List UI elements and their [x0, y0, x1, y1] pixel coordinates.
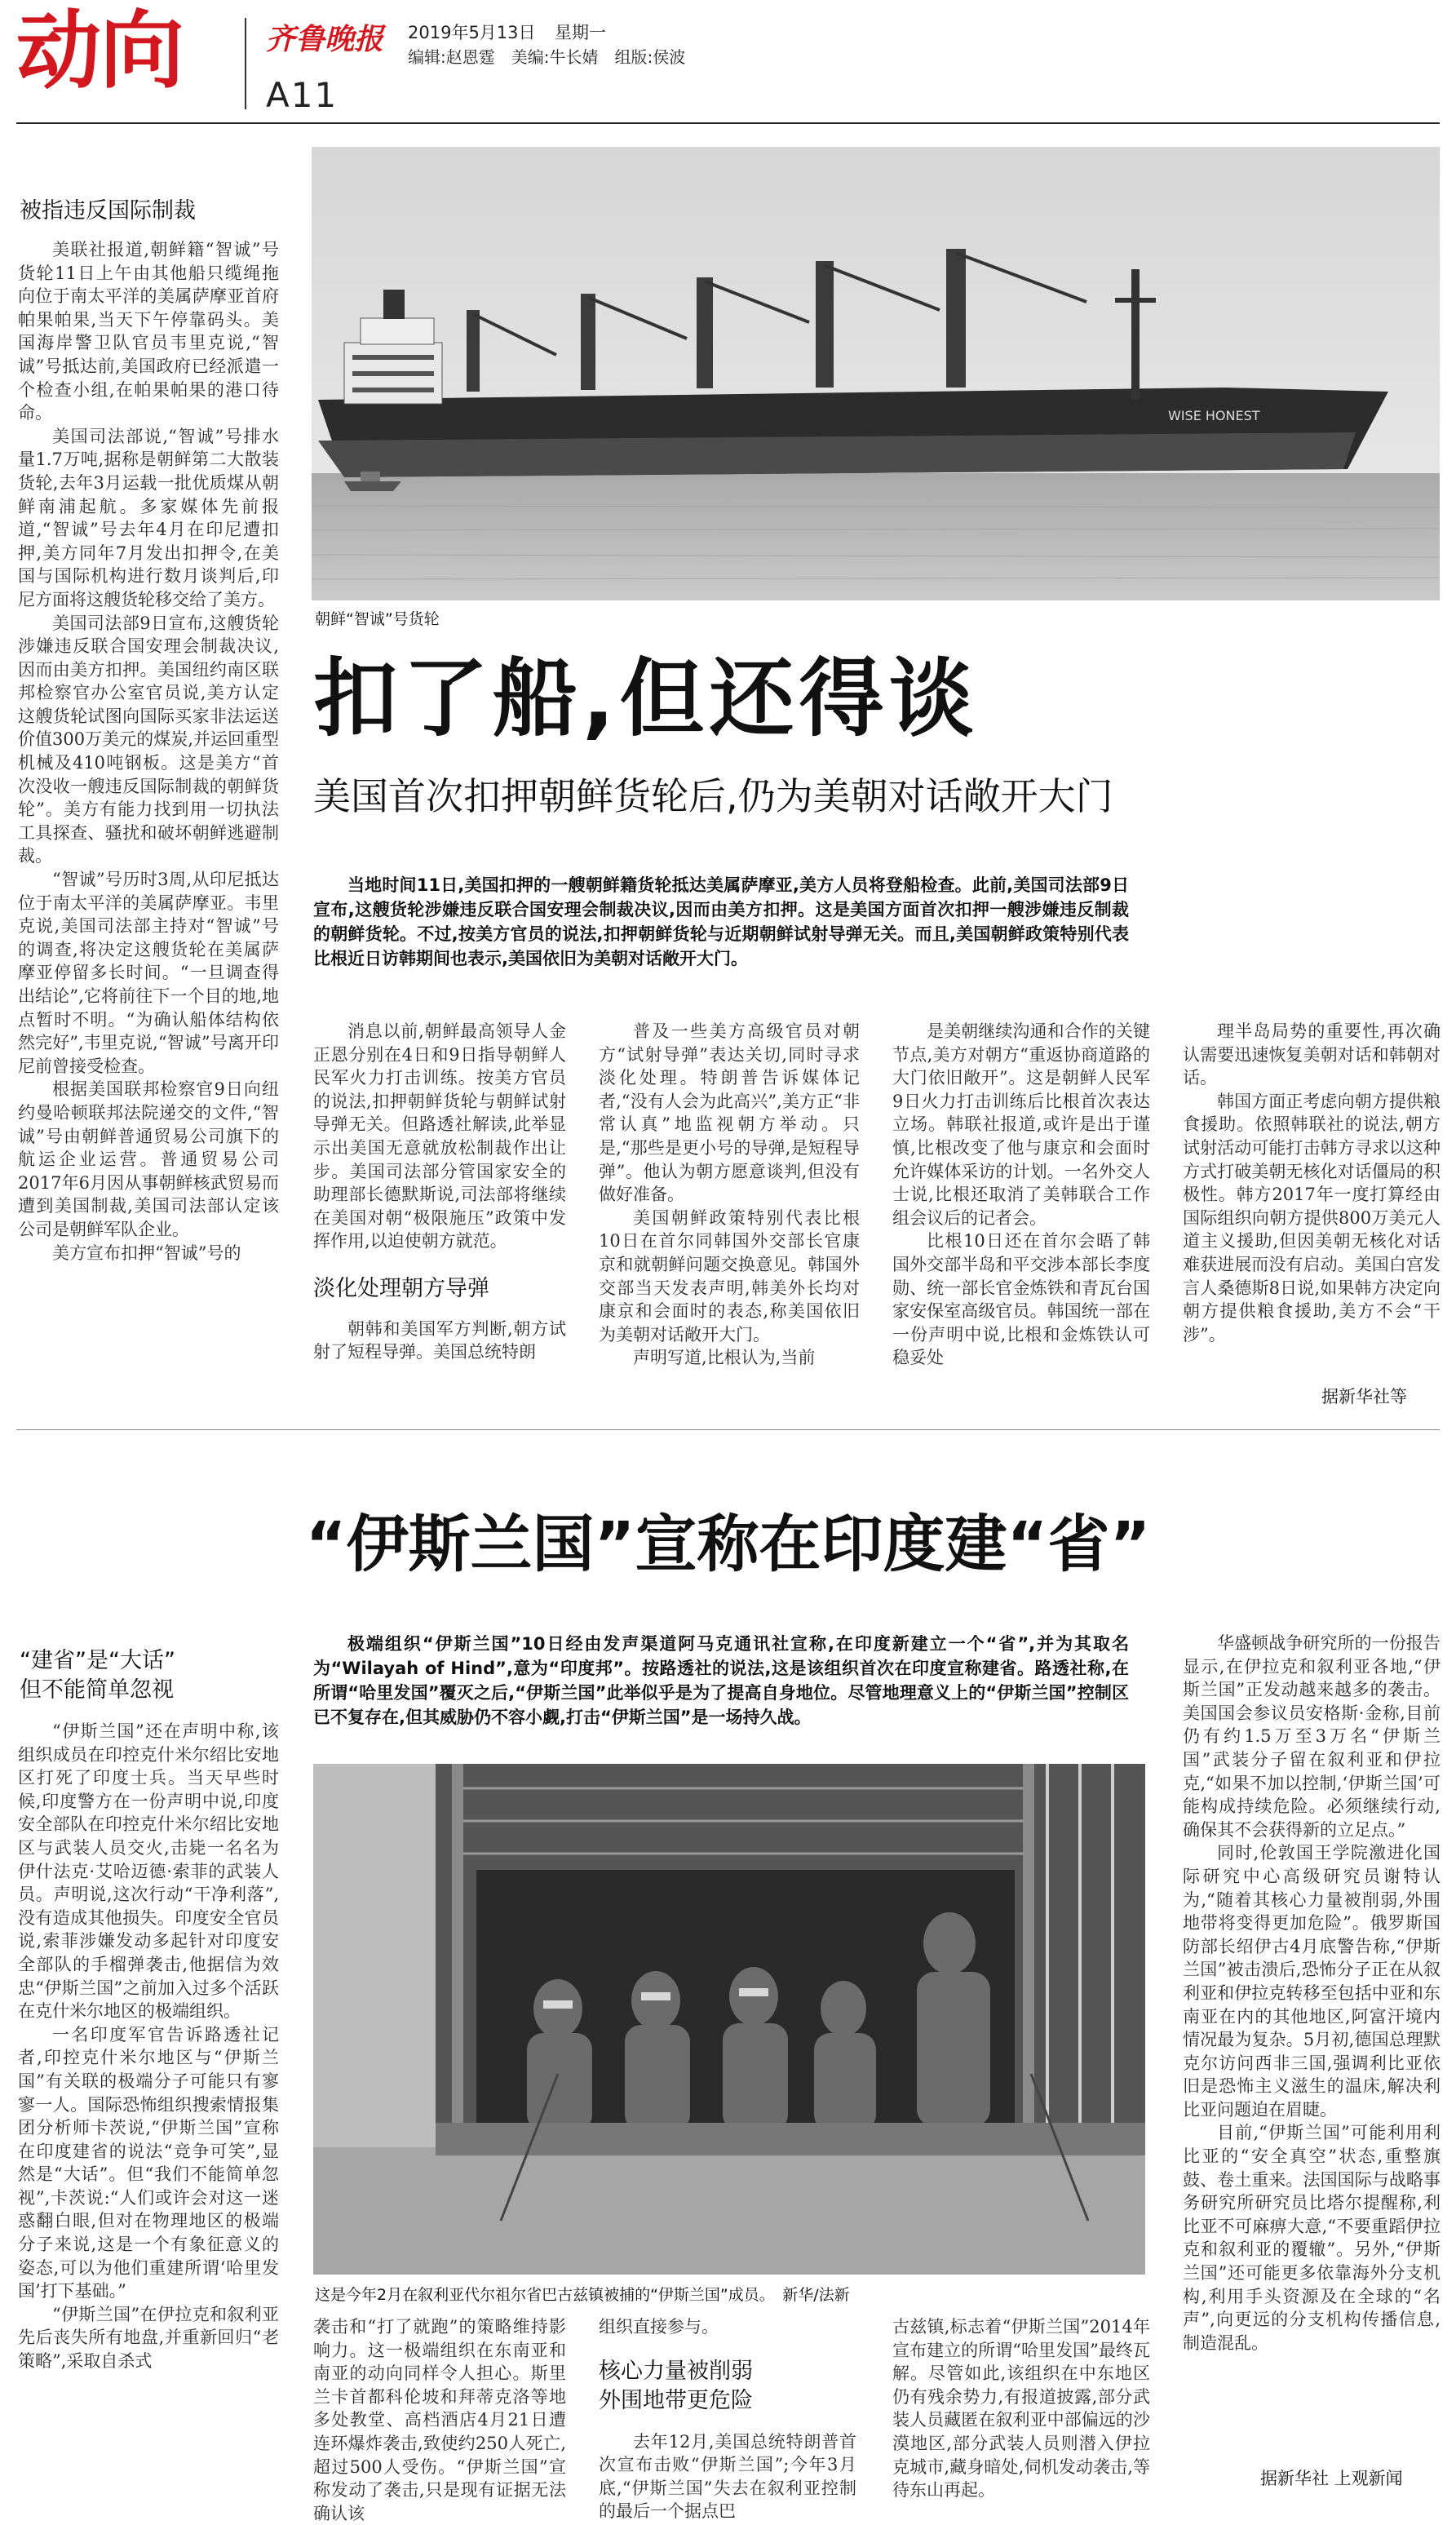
truck-photo-caption: 这是今年2月在叙利亚代尔祖尔省巴古兹镇被捕的“伊斯兰国”成员。 新华/法新	[315, 2286, 850, 2304]
story2-col1-para: 一名印度军官告诉路透社记者,印控克什米尔地区与“伊斯兰国”有关联的极端分子可能只有寥寥一人。国际恐怖组织搜索情报集团分析师卡茨说,“伊斯兰国”宣称在印度建省的说法“竞争可笑”,显然是“大话”。但“我们不能简单忽视”,卡茨说:“人们或许会对这一迷惑翻白眼,但对在物理地区的极端分子来说,这是一个有象征意义的姿态,可以为他们重建所谓‘哈里发国’打下基础。”	[18, 2024, 279, 2301]
story2-bottom-col3	[892, 2315, 1150, 2501]
truck-illustration	[313, 1764, 1145, 2275]
story2-right-col-para: 同时,伦敦国王学院激进化国际研究中心高级研究员谢特认为,“随着其核心力量被削弱,外围地带将变得更加危险”。俄罗斯国防部长绍伊古4月底警告称,“伊斯兰国”被击溃后,恐怖分子正在从叙利亚和伊拉克转移至包括中亚和东南亚在内的其他地区,阿富汗境内情况最为复杂。5月初,德国总理默克尔访问西非三国,强调利比亚依旧是恐怖主义滋生的温床,解决利比亚问题迫在眉睫。	[1183, 1843, 1441, 2120]
story2-bottom-col2-subhead	[599, 2357, 856, 2416]
story2-lead-text: 极端组织“伊斯兰国”10日经由发声渠道阿马克通讯社宣称,在印度新建立一个“省”,并为其取名为“Wilayah of Hind”,意为“印度邦”。按路透社的说法,这是该组织首次在印度宣称建省。路透社称,在所谓“哈里发国”覆灭之后,“伊斯兰国”此举似乎是为了提高自身地位。尽管地理意义上的“伊斯兰国”控制区已不复存在,但其威胁仍不容小觑,打击“伊斯兰国”是一场持久战。	[313, 1634, 1129, 1727]
story1-col1-para: 美联社报道,朝鲜籍“智诚”号货轮11日上午由其他船只缆绳拖向位于南太平洋的美属萨摩亚首府帕果帕果,当天下午停靠码头。美国海岸警卫队官员韦里克说,“智诚”号抵达前,美国政府已经派遣一个检查小组,在帕果帕果的港口待命。	[18, 240, 279, 423]
story2-col1	[18, 1720, 279, 2487]
truck-photo	[313, 1764, 1145, 2275]
story1-lead	[313, 873, 1129, 971]
masthead-weekday: 星期一	[555, 23, 606, 42]
section-title: 动向	[16, 1, 184, 100]
ship-photo	[312, 147, 1440, 600]
story2-bottom-col3-para: 古兹镇,标志着“伊斯兰国”2014年宣布建立的所谓“哈里发国”最终瓦解。尽管如此,该组织在中东地区仍有残余势力,有报道披露,部分武装人员藏匿在叙利亚中部偏远的沙漠地区,部分武装人员则潜入伊拉克城市,藏身暗处,伺机发动袭击,等待东山再起。	[892, 2317, 1150, 2501]
story1-col2	[313, 1020, 566, 1411]
story1-col1-para: “智诚”号历时3周,从印尼抵达位于南太平洋的美属萨摩亚。韦里克说,美国司法部主持对“智诚”号的调查,将决定这艘货轮在美属萨摩亚停留多长时间。“一旦调查得出结论”,它将前往下一个目的地,地点暂时不明。“为确认船体结构依然完好”,韦里克说,“智诚”号离开印尼前曾接受检查。	[18, 870, 279, 1076]
story2-bottom-col1-para: 袭击和“打了就跑”的策略维持影响力。这一极端组织在东南亚和南亚的动向同样令人担心。斯里兰卡首都科伦坡和拜蒂克洛等地多处教堂、高档酒店4月21日遭连环爆炸袭击,致使约250人死亡,超过500人受伤。“伊斯兰国”宣称发动了袭击,只是现有证据无法确认该	[313, 2317, 566, 2523]
story1-col2-subhead: 淡化处理朝方导弹	[313, 1275, 489, 1301]
story1-lead-text: 当地时间11日,美国扣押的一艘朝鲜籍货轮抵达美属萨摩亚,美方人员将登船检查。此前,美国司法部9日宣布,这艘货轮涉嫌违反联合国安理会制裁决议,因而由美方扣押。这是美国方面首次扣押一艘涉嫌违反制裁的朝鲜货轮。不过,按美方官员的说法,扣押朝鲜货轮与近期朝鲜试射导弹无关。而且,美国朝鲜政策特别代表比根近日访韩期间也表示,美国依旧为美朝对话敞开大门。	[313, 875, 1129, 968]
story1-side-heading: 被指违反国际制裁	[20, 198, 196, 224]
masthead-date: 2019年5月13日	[408, 23, 536, 42]
masthead-staff: 编辑:赵恩霆 美编:牛长婧 组版:侯波	[408, 47, 686, 67]
story2-bottom-col2	[599, 2315, 856, 2522]
story1-col1-para: 美国司法部说,“智诚”号排水量1.7万吨,据称是朝鲜第二大散装货轮,去年3月运载一批优质煤从朝鲜南浦起航。多家媒体先前报道,“智诚”号去年4月在印尼遭扣押,美方同年7月发出扣押令,在美国与国际机构进行数月谈判后,印尼方面将这艘货轮移交给了美方。	[18, 426, 279, 609]
story1-headline: 扣了船,但还得谈	[313, 649, 979, 748]
page-number: A11	[266, 75, 339, 115]
story2-bottom-col2-subhead-line2: 外围地带更危险	[599, 2387, 753, 2413]
story2-side-subhead-line1: “建省”是“大话”	[20, 1648, 175, 1673]
story1-col1-para: 美国司法部9日宣布,这艘货轮涉嫌违反联合国安理会制裁决议,因而由美方扣押。美国纽约南区联邦检察官办公室官员说,美方认定这艘货轮试图向国际买家非法运送价值300万美元的煤炭,并运回重型机械及410吨钢板。这是美方“首次没收一艘违反国际制裁的朝鲜货轮”。美方有能力找到用一切执法工具探查、骚扰和破坏朝鲜逃避制裁。	[18, 613, 279, 866]
story2-side-subhead	[20, 1646, 175, 1705]
story2-right-col-para: 目前,“伊斯兰国”可能利用利比亚的“安全真空”状态,重整旗鼓、卷土重来。法国国际与战略事务研究所研究员比塔尔提醒称,利比亚不可麻痹大意,“不要重蹈伊拉克和叙利亚的覆辙”。另外,“伊斯兰国”还可能更多依靠海外分支机构,利用手头资源及在全球的“名声”,向更远的分支机构传播信息,制造混乱。	[1183, 2123, 1441, 2353]
paper-logo: 齐鲁晚报	[266, 22, 384, 56]
ship-illustration	[312, 147, 1440, 600]
story2-bottom-col2-para: 去年12月,美国总统特朗普首次宣布击败“伊斯兰国”;今年3月底,“伊斯兰国”失去在叙利亚控制的最后一个据点巴	[599, 2431, 856, 2522]
story2-col1-para: “伊斯兰国”还在声明中称,该组织成员在印控克什米尔绍比安地区打死了印度士兵。当天早些时候,印度警方在一份声明中说,印度安全部队在印控克什米尔绍比安地区与武装人员交火,击毙一名名为伊什法克·艾哈迈德·索菲的武装人员。声明说,这次行动“干净利落”,没有造成其他损失。印度安全官员说,索菲涉嫌发动多起针对印度安全部队的手榴弹袭击,他据信为效忠“伊斯兰国”之前加入过多个活跃在克什米尔地区的极端组织。	[18, 1721, 279, 2022]
story1-subheadline: 美国首次扣押朝鲜货轮后,仍为美朝对话敞开大门	[313, 774, 1113, 818]
story2-lead	[313, 1632, 1129, 1730]
story2-headline: “伊斯兰国”宣称在印度建“省”	[305, 1508, 1151, 1580]
story1-source: 据新华社等	[1321, 1387, 1407, 1406]
story1-col3-para: 普及一些美方高级官员对朝方“试射导弹”表达关切,同时寻求淡化处理。特朗普告诉媒体记者,“没有人会为此高兴”,美方正“非常认真”地监视朝方举动。只是,“那些是更小号的导弹,是短程导弹”。他认为朝方愿意谈判,但没有做好准备。	[599, 1021, 860, 1205]
story2-col1-para: “伊斯兰国”在伊拉克和叙利亚先后丧失所有地盘,并重新回归“老策略”,采取自杀式	[18, 2304, 279, 2372]
masthead-rule	[16, 122, 1440, 124]
story1-col4	[892, 1020, 1150, 1411]
ship-hull-name: WISE HONEST	[1168, 408, 1260, 423]
story2-bottom-col1	[313, 2315, 566, 2523]
ship-photo-caption: 朝鲜“智诚”号货轮	[315, 610, 440, 628]
story1-col1-para: 美方宣布扣押“智诚”号的	[52, 1243, 241, 1263]
story1-col5-para: 韩国方面正考虑向朝方提供粮食援助。依照韩联社的说法,朝方试射活动可能打击韩方寻求以这种方式打破美朝无核化对话僵局的积极性。韩方2017年一度打算经由国际组织向朝方提供800万美元人道主义援助,但因美朝无核化对话难获进展而没有启动。美国白宫发言人桑德斯8日说,如果韩方决定向朝方提供粮食援助,美方不会“干涉”。	[1183, 1091, 1441, 1344]
story1-col1	[18, 238, 279, 1411]
story1-col5	[1183, 1020, 1441, 1375]
story2-right-col	[1183, 1632, 1441, 2457]
story1-col3-para: 美国朝鲜政策特别代表比根10日在首尔同韩国外交部长官康京和就朝鲜问题交换意见。韩国外交部当天发表声明,韩美外长均对康京和会面时的表态,称美国依旧为美朝对话敞开大门。	[599, 1207, 860, 1344]
story1-col4-para: 比根10日还在首尔会晤了韩国外交部半岛和平交涉本部长李度勋、统一部长官金炼铁和青瓦台国家安保室高级官员。韩国统一部在一份声明中说,比根和金炼铁认可稳妥处	[892, 1231, 1150, 1368]
story2-source: 据新华社 上观新闻	[1260, 2469, 1403, 2488]
story1-col4-para: 是美朝继续沟通和合作的关键节点,美方对朝方“重返协商道路的大门依旧敞开”。这是朝鲜人民军9日火力打击训练后比根首次表达立场。韩联社报道,或许是出于谨慎,比根改变了他与康京和会面时允许媒体采访的计划。一名外交人士说,比根还取消了美韩联合工作组会议后的记者会。	[892, 1021, 1150, 1228]
story2-side-subhead-line2: 但不能简单忽视	[20, 1677, 174, 1703]
story1-col3	[599, 1020, 860, 1411]
masthead-divider	[245, 18, 246, 109]
story-separator	[16, 1429, 1440, 1430]
story2-right-col-para: 华盛顿战争研究所的一份报告显示,在伊拉克和叙利亚各地,“伊斯兰国”正发动越来越多的袭击。美国国会参议员安格斯·金称,目前仍有约1.5万至3万名“伊斯兰国”武装分子留在叙利亚和伊拉克,“如果不加以控制,‘伊斯兰国’可能构成持续危险。必须继续行动,确保其不会获得新的立足点。”	[1183, 1633, 1441, 1840]
story1-col2-para: 消息以前,朝鲜最高领导人金正恩分别在4日和9日指导朝鲜人民军火力打击训练。按美方官员的说法,扣押朝鲜货轮与朝鲜试射导弹无关。但路透社解读,此举显示出美国无意就放松制裁作出让步。美国司法部分管国家安全的助理部长德默斯说,司法部将继续在美国对朝“极限施压”政策中发挥作用,以迫使朝方就范。	[313, 1021, 566, 1251]
story1-col3-para: 声明写道,比根认为,当前	[633, 1348, 816, 1368]
story1-col5-para: 理半岛局势的重要性,再次确认需要迅速恢复美朝对话和韩朝对话。	[1183, 1021, 1441, 1088]
story2-bottom-col2-para: 组织直接参与。	[599, 2317, 719, 2337]
story1-col1-para: 根据美国联邦检察官9日向纽约曼哈顿联邦法院递交的文件,“智诚”号由朝鲜普通贸易公司旗下的航运企业运营。普通贸易公司2017年6月因从事朝鲜核武贸易而遭到美国制裁,美国司法部认定该公司是朝鲜军队企业。	[18, 1079, 279, 1239]
story1-col2-para: 朝韩和美国军方判断,朝方试射了短程导弹。美国总统特朗	[313, 1318, 566, 1362]
story2-bottom-col2-subhead-line1: 核心力量被削弱	[599, 2358, 753, 2384]
